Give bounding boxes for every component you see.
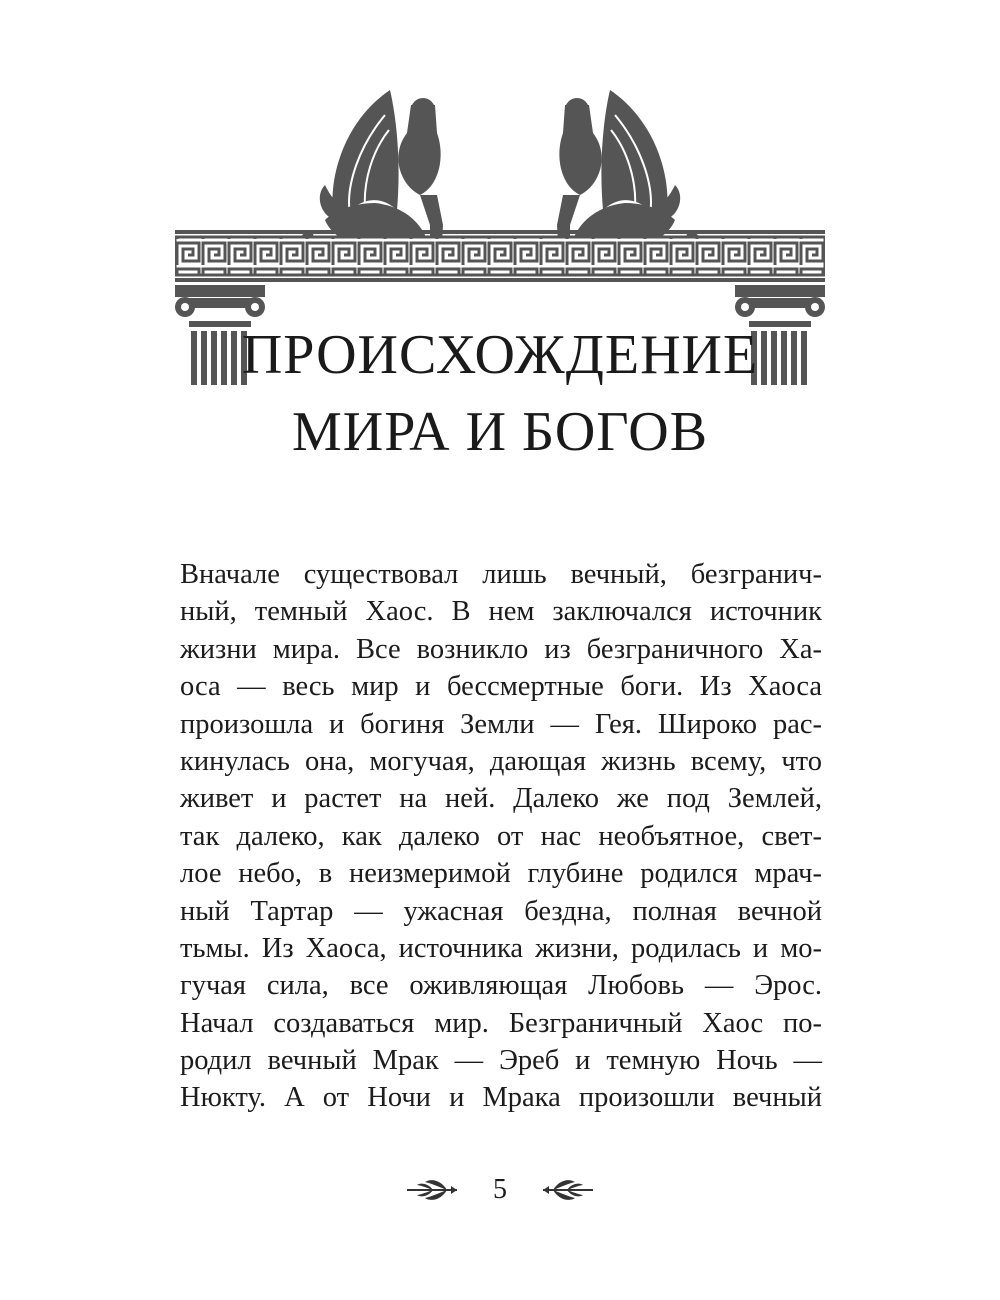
laurel-right-icon [541, 1176, 595, 1204]
text-line: родил вечный Мрак — Эреб и темную Ночь — [180, 1045, 822, 1077]
chapter-title-line1: ПРОИСХОЖДЕНИЕ [241, 324, 759, 386]
text-line: лое небо, в неизмеримой глубине родился мрач- [180, 858, 822, 890]
text-line: жизни мира. Все возникло из безграничного Ха- [180, 633, 822, 665]
text-line: живет и растет на ней. Далеко же под Землей, [180, 783, 822, 815]
laurel-left-icon [405, 1176, 459, 1204]
text-line: Нюкту. А от Ночи и Мрака произошли вечный [180, 1082, 822, 1114]
text-line: Вначале существовал лишь вечный, безгранич- [180, 559, 822, 590]
text-line: гучая сила, все оживляющая Любовь — Эрос. [180, 970, 822, 1002]
text-line: тьмы. Из Хаоса, источника жизни, родилась и мо- [180, 932, 822, 964]
text-line: ный Тартар — ужасная бездна, полная вечной [180, 895, 822, 927]
page-number: 5 [493, 1174, 507, 1205]
text-line: оса — весь мир и бессмертные боги. Из Хаоса [180, 671, 822, 703]
text-line: так далеко, как далеко от нас необъятное, свет- [180, 820, 822, 852]
text-line: ный, темный Хаос. В нем заключался источник [180, 596, 822, 628]
page-footer [0, 1165, 1000, 1215]
text-line: Начал создаваться мир. Безграничный Хаос по- [180, 1007, 822, 1039]
text-line: произошла и богиня Земли — Гея. Широко рас- [180, 708, 822, 740]
chapter-title-line2: МИРА И БОГОВ [291, 401, 709, 463]
meander-frieze [175, 230, 825, 282]
body-text [180, 556, 822, 1117]
text-line: кинулась она, могучая, дающая жизнь всему, что [180, 745, 822, 777]
